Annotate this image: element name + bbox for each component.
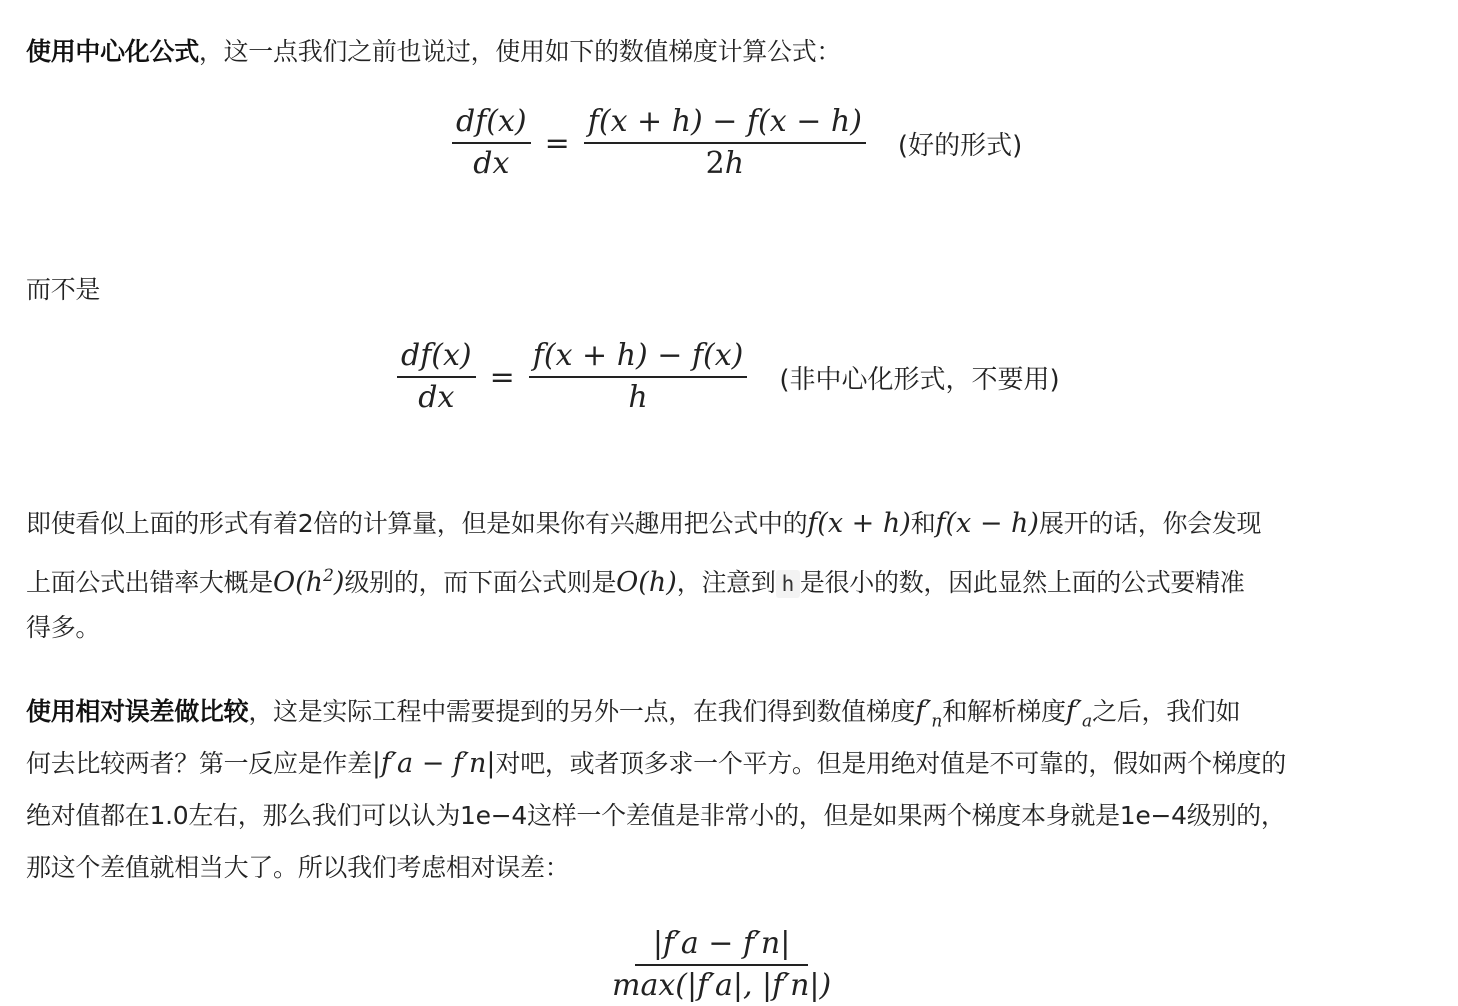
math-inline: f(x + h) [807, 508, 911, 539]
fraction-rhs [584, 102, 866, 184]
math-inline: $f'_a$ [1065, 696, 1093, 732]
numerator: f(x + h) − f(x) [529, 336, 748, 378]
inline-code: h [776, 570, 800, 598]
paragraph-relative-error: 使用相对误差做比较，这是实际工程中需要提到的另外一点，在我们得到数值梯度$f'_n$和解析梯度$f'_a$之后，我们如 何去比较两者？第一反应是作差|f′a − f′n|对吧，或者顶多求一个平方。但是用绝对值是不可靠的，假如两个梯度的 绝对值都在1.0左右，那么我们可以认为1e−4这样一个差值是非常小的，但是如果两个梯度本身就是1e−4级别的， 那这个差值就相当大了。所以我们考虑相对误差： [26, 696, 1286, 882]
paragraph-text: ，这一点我们之前也说过，使用如下的数值梯度计算公式： [198, 37, 842, 66]
fraction-lhs [397, 336, 476, 418]
equals-sign: = [544, 125, 570, 161]
math-inline: |f′a − f′n| [371, 748, 496, 779]
denominator: 2h [705, 146, 745, 181]
fraction-lhs [452, 102, 531, 184]
math-inline: $O(h^2)$ [273, 566, 345, 598]
numerator: |f′a − f′n| [635, 924, 808, 966]
equation-tag: (好的形式) [897, 130, 1023, 161]
numerator: f(x + h) − f(x − h) [584, 102, 866, 144]
equation-forward-difference [397, 336, 1060, 418]
paragraph-error-order: 即使看似上面的形式有着2倍的计算量，但是如果你有兴趣用把公式中的f(x + h)和f(x − h)展开的话，你会发现 上面公式出错率大概是$O(h^2)$级别的，而下面公式则是O(h)，注意到 h 是很小的数，因此显然上面的公式要精准 得多。 [26, 508, 1262, 642]
equation-centered-difference [452, 102, 1022, 184]
bold-heading: 使用相对误差做比较 [26, 697, 249, 726]
denominator: max(|f′a|, |f′n|) [612, 968, 832, 1003]
denominator: h [628, 380, 648, 415]
fraction-rhs [529, 336, 748, 418]
denominator: dx [473, 146, 510, 181]
numerator: df(x) [452, 102, 531, 144]
equation-relative-error [608, 924, 835, 1006]
numerator: df(x) [397, 336, 476, 378]
paragraph-instead-of: 而不是 [26, 275, 101, 304]
equals-sign: = [489, 359, 515, 395]
paragraph-centered-formula [26, 26, 1436, 78]
fraction [608, 924, 835, 1006]
equation-tag: (非中心化形式，不要用) [779, 364, 1060, 395]
denominator: dx [418, 380, 455, 415]
bold-heading: 使用中心化公式 [26, 37, 199, 66]
math-inline: f(x − h) [935, 508, 1039, 539]
math-inline: O(h) [616, 567, 677, 598]
math-inline: $f'_n$ [915, 696, 943, 732]
